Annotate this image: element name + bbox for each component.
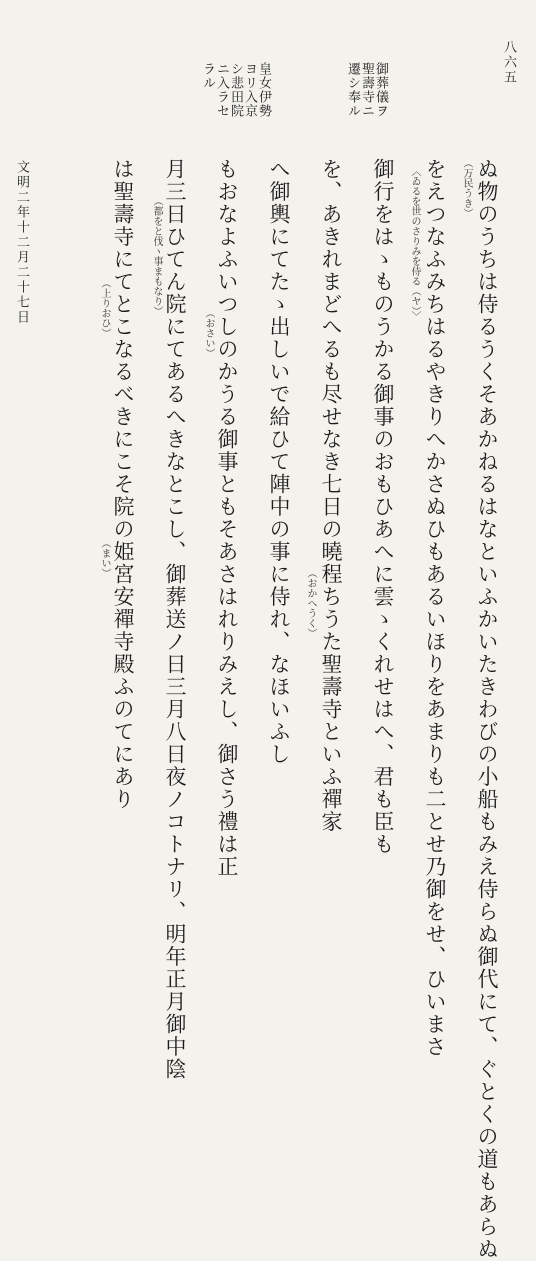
interlinear-note: （上りおひ） <box>99 278 110 338</box>
headnote-line: 遷シ奉ル <box>345 62 360 118</box>
body-text <box>60 158 500 1261</box>
body-column: を、あきれまどへるも尽せなき七日の曉程ちうた聖壽寺といふ禪家 <box>319 158 343 833</box>
interlinear-note: （おかへうく） <box>305 568 316 638</box>
interlinear-note: （都をと伐ヽ事まもなり） <box>151 196 162 316</box>
date-margin: 文明二年十二月二十七日 <box>14 160 29 325</box>
headnote-line: 御葬儀ヲ <box>373 62 388 118</box>
body-column: へ御輿にてたゝ出しいで給ひて陣中の事に侍れ、なほいふし <box>267 158 291 766</box>
headnote-line: 皇女伊勢 <box>256 62 271 118</box>
headnote-line: 聖壽寺ニ <box>359 62 374 118</box>
interlinear-note: 〈ゐるを世のさりみを侍る（ヤ）〉 <box>409 166 420 321</box>
headnote-funeral <box>345 62 387 142</box>
headnote-line: ヨリ入京 <box>242 62 257 118</box>
interlinear-note: （おさい） <box>203 308 214 358</box>
headnote-imperial-princess <box>200 62 270 142</box>
interlinear-note: （まい） <box>99 538 110 578</box>
body-column: 月三日ひてん院にてあるへきなとこし、御葬送ノ日三月八日夜ノコトナリ、明年正月御中陰 <box>163 158 187 1081</box>
body-column: は聖壽寺にてとこなるべきにこそ院の姫宮安禪寺殿ふのてにあり <box>111 158 135 811</box>
body-column: をえつなふみちはるやきりへかさぬひもあるいほりをあまりも二とせ乃御をせ、ひいまさ <box>423 158 447 1058</box>
headnote-line: ラル <box>200 62 215 90</box>
body-column: 御行をはゝものうかる御事のおもひあへに雲ゝくれせはへ、君も臣も <box>371 158 395 856</box>
interlinear-note: （万民うき） <box>461 158 472 218</box>
headnote-line: ニ入ラセ <box>214 62 229 118</box>
body-column: ぬ物のうちは侍るうくそあかねるはなといふかいたきわびの小船もみえ侍らぬ御代にて、ぐとくの道もあらぬ <box>475 158 499 1261</box>
body-column: もおなよふいつしのかうる御事ともそあさはれりみえし、御さう禮は正 <box>215 158 239 878</box>
headnote-line: シ悲田院 <box>228 62 243 118</box>
page-number: 八六五 <box>501 40 516 85</box>
